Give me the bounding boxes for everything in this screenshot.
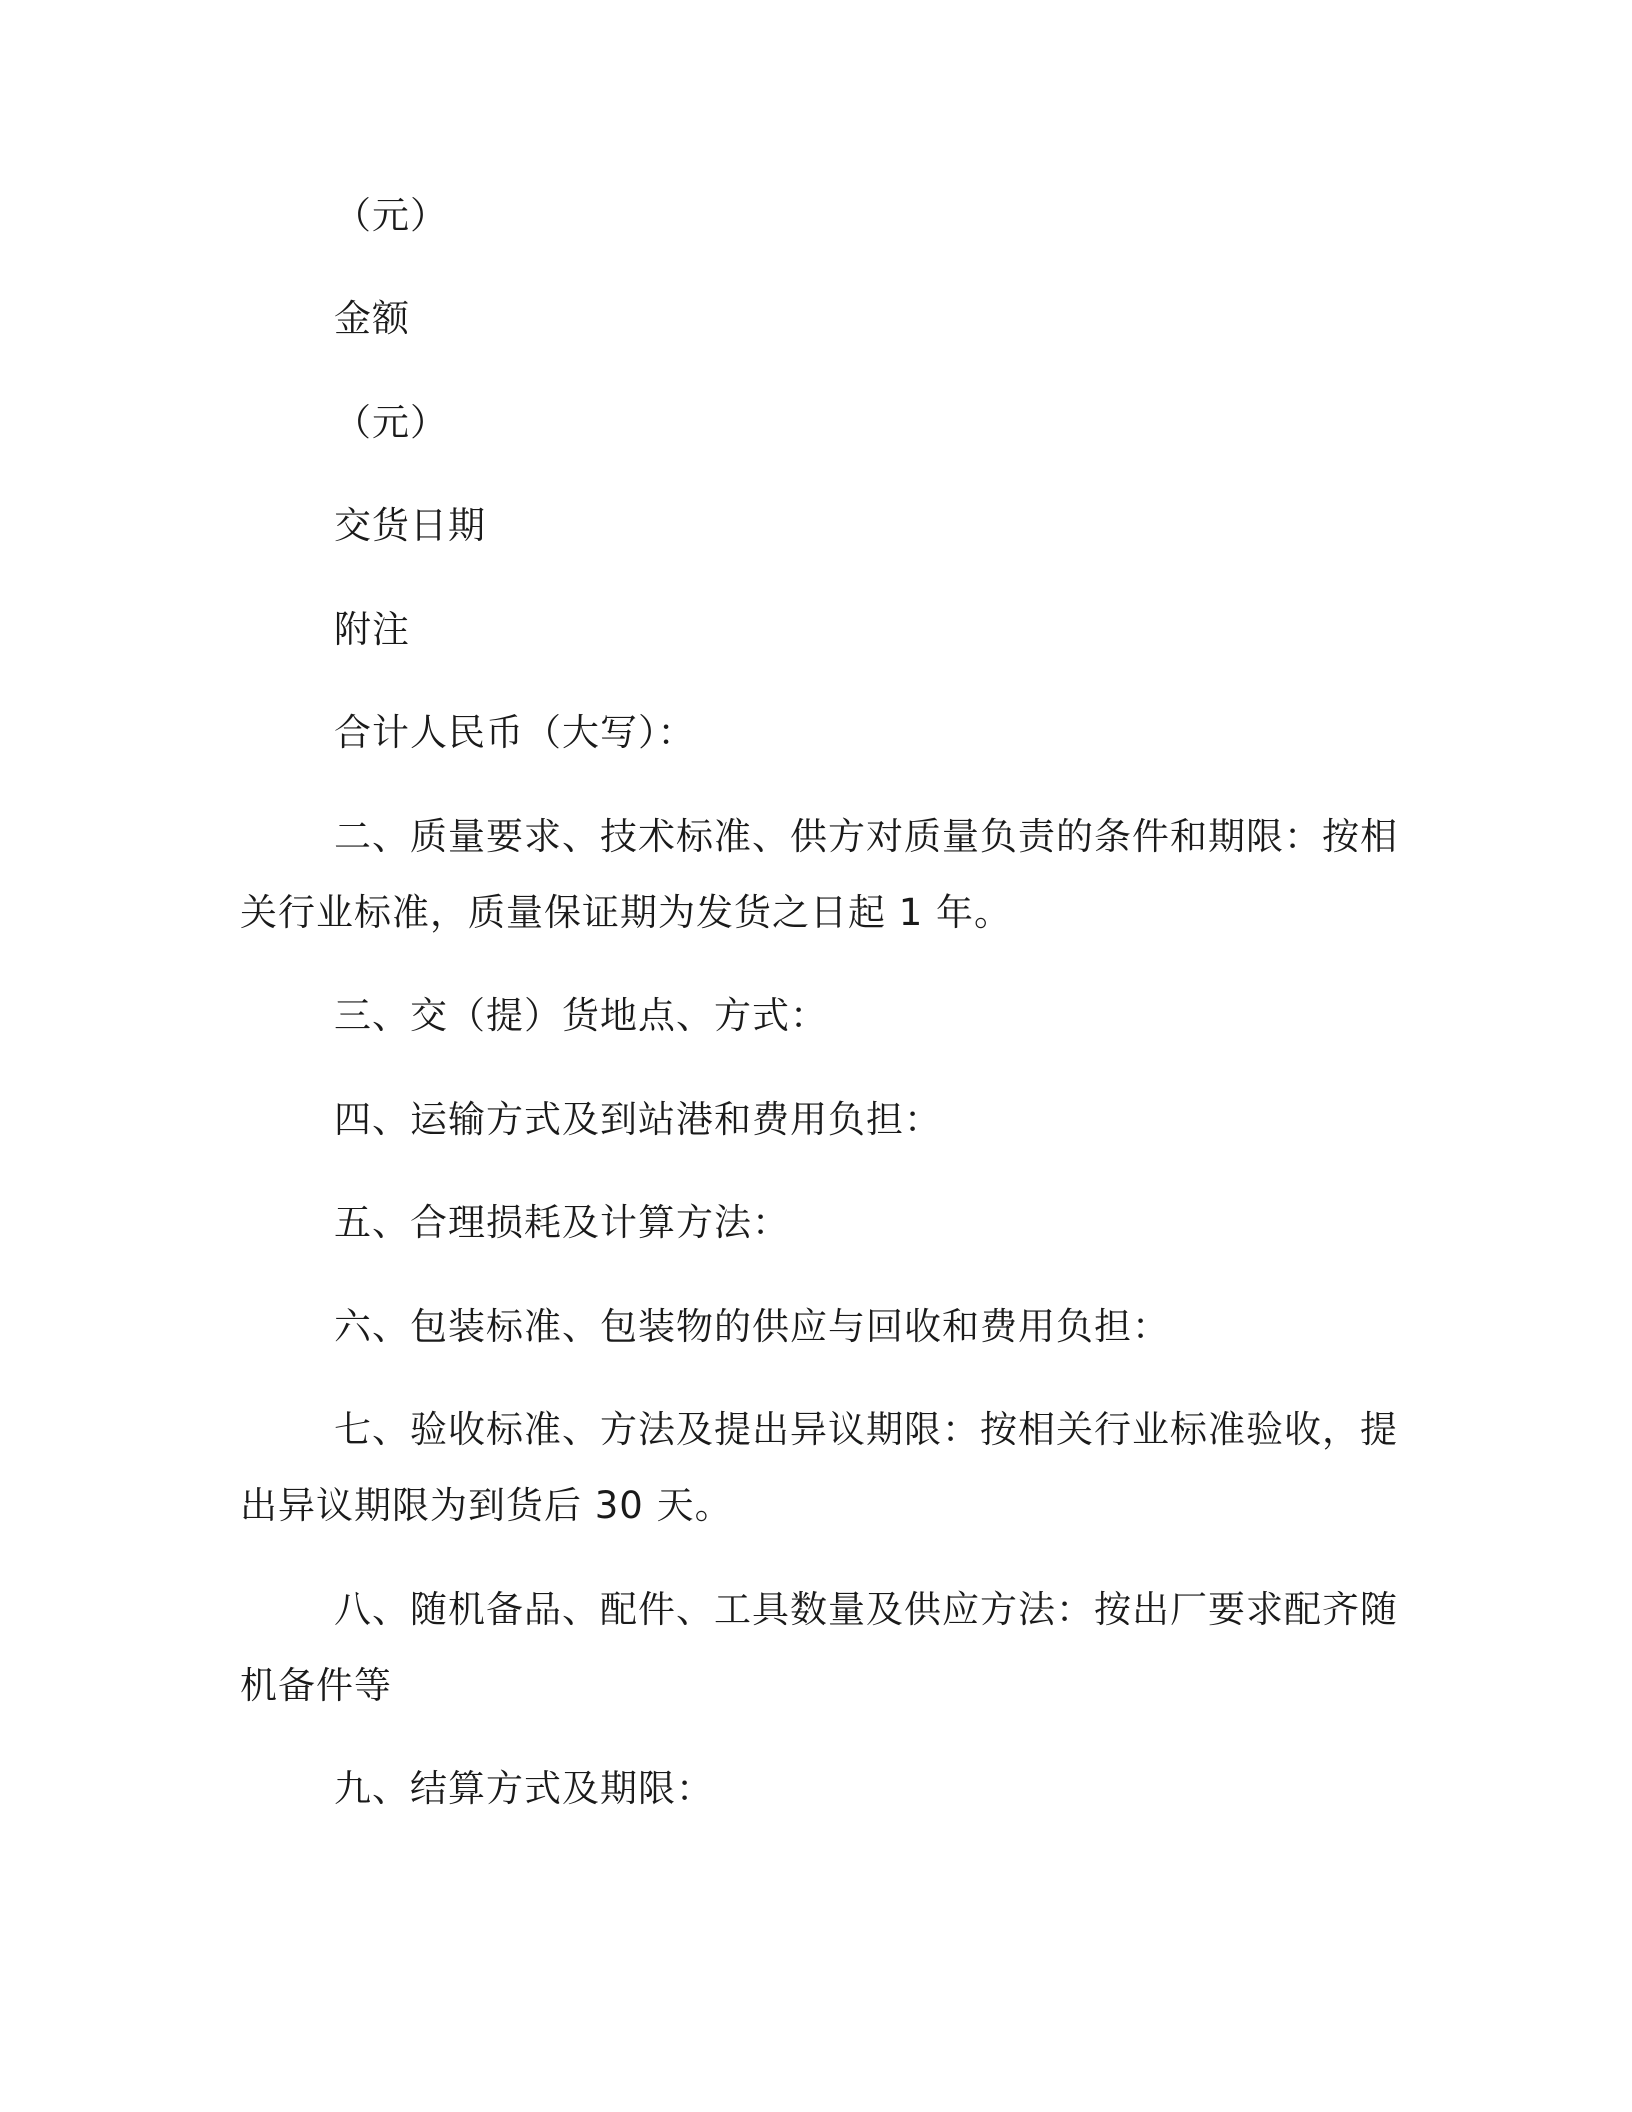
clause-6: 六、包装标准、包装物的供应与回收和费用负担： <box>334 1305 1170 1348</box>
delivery-date-label: 交货日期 <box>334 504 486 547</box>
clause-4: 四、运输方式及到站港和费用负担： <box>334 1098 942 1141</box>
clause-9: 九、结算方式及期限： <box>334 1767 714 1810</box>
total-rmb-label: 合计人民币（大写）： <box>334 711 696 754</box>
clause-5: 五、合理损耗及计算方法： <box>334 1201 790 1244</box>
clause-3: 三、交（提）货地点、方式： <box>334 994 828 1037</box>
amount-label: 金额 <box>334 297 410 340</box>
clause-8-line-2: 机备件等 <box>240 1664 392 1707</box>
clause-7-line-2: 出异议期限为到货后 30 天。 <box>240 1484 733 1527</box>
clause-8-line-1: 八、随机备品、配件、工具数量及供应方法：按出厂要求配齐随 <box>334 1588 1398 1631</box>
unit-yuan-label-1: （元） <box>334 194 448 237</box>
clause-7-line-1: 七、验收标准、方法及提出异议期限：按相关行业标准验收，提 <box>334 1408 1398 1451</box>
clause-2-line-2: 关行业标准，质量保证期为发货之日起 1 年。 <box>240 891 1013 934</box>
clause-2-line-1: 二、质量要求、技术标准、供方对质量负责的条件和期限：按相 <box>334 815 1398 858</box>
remarks-label: 附注 <box>334 608 410 651</box>
unit-yuan-label-2: （元） <box>334 401 448 444</box>
